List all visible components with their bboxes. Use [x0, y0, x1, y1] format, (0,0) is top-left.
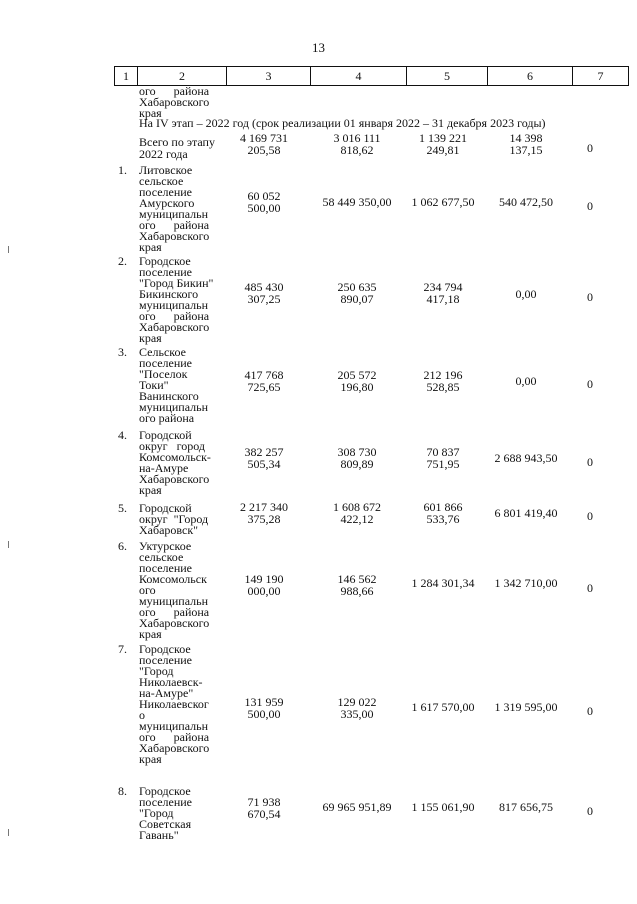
- margin-mark: [8, 246, 9, 253]
- row-c6: 817 656,75: [499, 800, 553, 814]
- total-c5: 1 139 221 249,81: [419, 131, 467, 157]
- row-c6: 540 472,50: [499, 195, 553, 209]
- row-c4: 129 022 335,00: [337, 695, 377, 721]
- total-c3: 4 169 731 205,58: [240, 131, 288, 157]
- row-c7: 0: [587, 290, 593, 304]
- row-name: Городской округ "Город Хабаровск": [139, 501, 209, 537]
- row-c4: 1 608 672 422,12: [333, 500, 381, 526]
- row-c4: 58 449 350,00: [322, 195, 392, 209]
- row-number: 2.: [118, 254, 127, 268]
- row-name: Литовское сельское поселение Амурского муниципальн ого района Хабаровского края: [139, 163, 210, 254]
- row-c3: 149 190 000,00: [244, 572, 284, 598]
- total-c7: 0: [587, 141, 593, 155]
- row-c4: 308 730 809,89: [337, 445, 377, 471]
- row-number: 3.: [118, 345, 127, 359]
- row-number: 4.: [118, 428, 127, 442]
- row-c4: 69 965 951,89: [322, 800, 392, 814]
- row-c3: 131 959 500,00: [244, 695, 284, 721]
- row-name: Городской округ город Комсомольск- на-Амуре Хабаровского края: [139, 428, 211, 497]
- row-name: Уктурское сельское поселение Комсомольск ого муниципальн ого района Хабаровского края: [139, 539, 210, 641]
- row-c5: 1 284 301,34: [411, 576, 475, 590]
- row-c6: 2 688 943,50: [494, 451, 558, 465]
- margin-mark: [8, 541, 9, 548]
- row-c6: 1 319 595,00: [494, 700, 558, 714]
- row-name: Сельское поселение "Поселок Токи" Ванинского муниципальн ого района: [139, 345, 209, 425]
- row-c5: 1 617 570,00: [411, 700, 475, 714]
- row-name: Городское поселение "Город Бикин" Бикинского муниципальн ого района Хабаровского края: [139, 254, 214, 345]
- row-number: 5.: [118, 501, 127, 515]
- header-col-3: 3: [227, 67, 311, 85]
- header-col-7: 7: [573, 67, 629, 85]
- row-number: 1.: [118, 163, 127, 177]
- row-c4: 205 572 196,80: [337, 368, 377, 394]
- total-c4: 3 016 111 818,62: [333, 131, 381, 157]
- row-c5: 1 062 677,50: [411, 195, 475, 209]
- stage-title: На IV этап – 2022 год (срок реализации 01 января 2022 – 31 декабря 2023 годы): [139, 116, 546, 130]
- row-c5: 212 196 528,85: [423, 368, 463, 394]
- row-c5: 1 155 061,90: [411, 800, 475, 814]
- header-col-5: 5: [407, 67, 488, 85]
- row-c7: 0: [587, 704, 593, 718]
- row-c7: 0: [587, 377, 593, 391]
- row-c3: 485 430 307,25: [244, 280, 284, 306]
- continuation-name: ого района Хабаровского края: [139, 84, 210, 120]
- row-c6: 0,00: [515, 374, 537, 388]
- total-c6: 14 398 137,15: [509, 131, 543, 157]
- row-c3: 60 052 500,00: [247, 189, 281, 215]
- page-number: 13: [312, 40, 325, 55]
- margin-mark: [8, 829, 9, 836]
- row-c5: 601 866 533,76: [423, 500, 463, 526]
- row-c7: 0: [587, 455, 593, 469]
- row-c5: 70 837 751,95: [426, 445, 460, 471]
- row-number: 6.: [118, 539, 127, 553]
- row-c3: 382 257 505,34: [244, 445, 284, 471]
- header-col-2: 2: [138, 67, 227, 85]
- table-header-row: [114, 66, 629, 86]
- row-name: Городское поселение "Город Николаевск- на-Амуре" Николаевског о муниципальн ого района Хабаровского края: [139, 642, 210, 766]
- row-number: 8.: [118, 784, 127, 798]
- row-c7: 0: [587, 199, 593, 213]
- row-c4: 250 635 890,07: [337, 280, 377, 306]
- row-c3: 2 217 340 375,28: [240, 500, 288, 526]
- row-c3: 71 938 670,54: [247, 795, 281, 821]
- row-c7: 0: [587, 509, 593, 523]
- total-label: Всего по этапу 2022 года: [139, 135, 215, 161]
- header-col-4: 4: [311, 67, 407, 85]
- row-c7: 0: [587, 804, 593, 818]
- row-c7: 0: [587, 581, 593, 595]
- row-c5: 234 794 417,18: [423, 280, 463, 306]
- row-name: Городское поселение "Город Советская Гавань": [139, 784, 193, 842]
- row-c6: 1 342 710,00: [494, 576, 558, 590]
- header-col-6: 6: [488, 67, 573, 85]
- row-c4: 146 562 988,66: [337, 572, 377, 598]
- row-number: 7.: [118, 642, 127, 656]
- row-c6: 0,00: [515, 287, 537, 301]
- row-c3: 417 768 725,65: [244, 368, 284, 394]
- row-c6: 6 801 419,40: [494, 506, 558, 520]
- header-col-1: 1: [115, 67, 138, 85]
